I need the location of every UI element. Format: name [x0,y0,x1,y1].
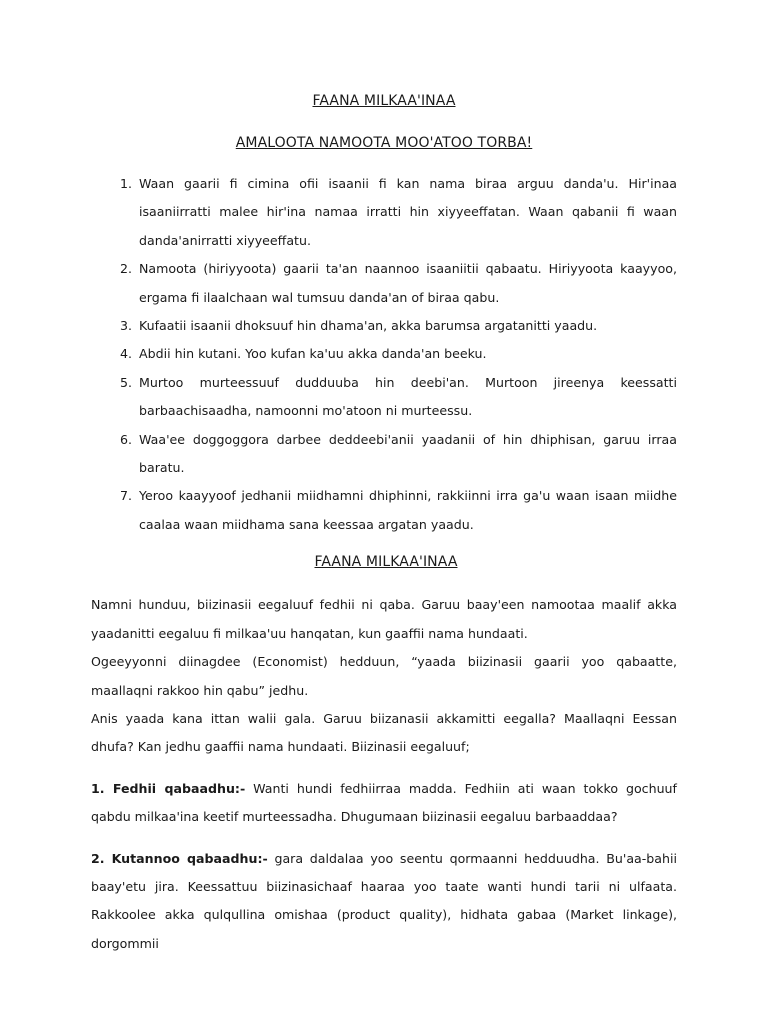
list-item: 5. Murtoo murteessuuf dudduuba hin deebi'an. Murtoon jireenya keessatti barbaachisaadha, namoonni mo'atoon ni murteessu. [136,369,677,426]
list-item: 6. Waa'ee doggoggora darbee deddeebi'anii yaadanii of hin dhiphisan, garuu irraa baratu. [136,426,677,483]
paragraph: Ogeeyyonni diinagdee (Economist) hedduun, “yaada biizinasii gaarii yoo qabaatte, maallaqni rakkoo hin qabu” jedhu. [91,654,677,698]
paragraph: Anis yaada kana ittan walii gala. Garuu biizanasii akkamitti eegalla? Maallaqni Eessan dhufa? Kan jedhu gaaffii nama hundaati. Biizinasii eegaluuf; [91,710,677,755]
point-1-label: 1. Fedhii qabaadhu:- [91,780,246,796]
list-item: 3. Kufaatii isaanii dhoksuuf hin dhama'an, akka barumsa argatanitti yaadu. [136,312,677,340]
list-item: 1. Waan gaarii fi cimina ofii isaanii fi kan nama biraa arguu danda'u. Hir'inaa isaaniirratti malee hir'ina namaa irratti hin xiyyeeffatan. Waan qabanii fi waan danda'anirratti xiyyeeffatu. [136,170,677,255]
list-item: 4. Abdii hin kutani. Yoo kufan ka'uu akka danda'an beeku. [136,340,677,368]
document-content [91,93,677,958]
document-subtitle: AMALOOTA NAMOOTA MOO'ATOO TORBA! [235,135,533,151]
point-2 [91,845,677,959]
list-item: 7. Yeroo kaayyoof jedhanii miidhamni dhiphinni, rakkiinni irra ga'u waan isaan miidhe caalaa waan miidhama sana keessaa argatan yaadu. [136,482,677,539]
document-title: FAANA MILKAA'INAA [312,93,456,109]
point-2-label: 2. Kutannoo qabaadhu:- [91,850,268,866]
point-1 [91,775,677,832]
paragraph: Namni hunduu, biizinasii eegaluuf fedhii ni qaba. Garuu baay'een namootaa maalif akka yaadanitti eegaluu fi milkaa'uu hanqatan, kun gaaffii nama hundaati. [91,597,677,641]
section-heading: FAANA MILKAA'INAA [314,554,458,571]
list-item: 2. Namoota (hiriyyoota) gaarii ta'an naannoo isaaniitii qabaatu. Hiriyyoota kaayyoo, ergama fi ilaalchaan wal tumsuu danda'an of biraa qabu. [136,255,677,312]
point-2-text: gara daldalaa yoo seentu qormaanni hedduudha. Bu'aa-bahii baay'etu jira. Keessattuu biizinasichaaf haaraa yoo taate wanti hundi tarii ni ulfaata. Rakkoolee akka qulqullina omishaa (product quality), hidhata gabaa (Market linkage), dorgommii [91,850,677,951]
habits-list [91,170,677,539]
point-1-text: Wanti hundi fedhiirraa madda. Fedhiin ati waan tokko gochuuf qabdu milkaa'ina keetif murteessadha. Dhugumaan biizinasii eegaluu barbaaddaa? [91,780,677,825]
